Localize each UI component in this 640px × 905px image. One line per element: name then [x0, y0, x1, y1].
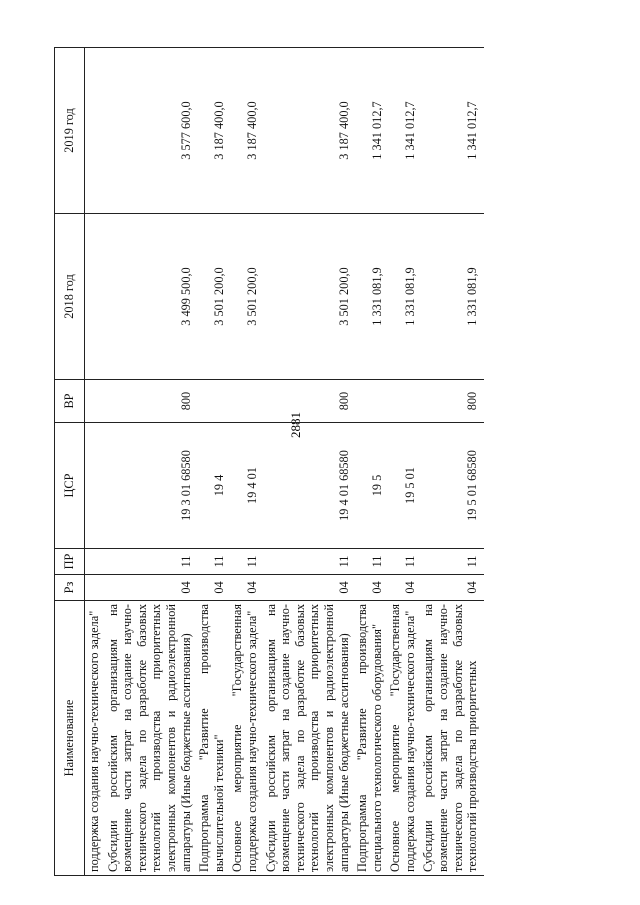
- table-row: [388, 48, 421, 876]
- row-pr: 11: [106, 549, 198, 575]
- table-row: [197, 48, 230, 876]
- row-csr: 19 4 01: [230, 423, 263, 549]
- row-2018: 3 501 200,0: [264, 214, 356, 380]
- row-rz: 04: [355, 575, 388, 601]
- row-name: Субсидии российским организациям на возмещение части затрат на создание научно-технического задела по разработке базовых технологий производства приоритетных электронных компонентов и радиоэлектронной аппаратуры (Иные бюджетные ассигнования): [264, 601, 356, 876]
- header-pr: ПР: [55, 549, 85, 575]
- row-name: Подпрограмма "Развитие производства специального технологического оборудования": [355, 601, 388, 876]
- row-2019: 1 341 012,7: [421, 48, 483, 214]
- row-2018: [85, 214, 106, 380]
- row-rz: 04: [264, 575, 356, 601]
- row-pr: 11: [230, 549, 263, 575]
- table-row: [355, 48, 388, 876]
- row-pr: 11: [264, 549, 356, 575]
- row-vr: [230, 380, 263, 423]
- row-2019: 1 341 012,7: [355, 48, 388, 214]
- budget-table: [54, 47, 484, 876]
- row-2018: 3 501 200,0: [230, 214, 263, 380]
- row-vr: [388, 380, 421, 423]
- row-2019: 3 577 600,0: [106, 48, 198, 214]
- row-rz: 04: [106, 575, 198, 601]
- row-pr: 11: [355, 549, 388, 575]
- row-csr: 19 3 01 68580: [106, 423, 198, 549]
- row-2018: 3 501 200,0: [197, 214, 230, 380]
- table-header-row: [55, 48, 85, 876]
- header-2018: 2018 год: [55, 214, 85, 380]
- row-vr: [197, 380, 230, 423]
- table-row: [230, 48, 263, 876]
- row-2019: 3 187 400,0: [197, 48, 230, 214]
- row-name: Подпрограмма "Развитие производства вычислительной техники": [197, 601, 230, 876]
- row-csr: 19 5 01 68580: [421, 423, 483, 549]
- header-rz: Рз: [55, 575, 85, 601]
- row-2019: 1 341 012,7: [388, 48, 421, 214]
- header-vr: ВР: [55, 380, 85, 423]
- row-vr: 800: [106, 380, 198, 423]
- page-number: 2881: [288, 412, 303, 438]
- row-csr: [85, 423, 106, 549]
- row-2019: [85, 48, 106, 214]
- row-vr: 800: [264, 380, 356, 423]
- header-name: Наименование: [55, 601, 85, 876]
- row-name: Основное мероприятие "Государственная поддержка создания научно-технического задела": [230, 601, 263, 876]
- rotated-budget-table-page: [54, 48, 609, 876]
- row-pr: 11: [197, 549, 230, 575]
- row-csr: 19 4: [197, 423, 230, 549]
- row-name: Субсидии российским организациям на возмещение части затрат на создание научно-технического задела по разработке базовых технологий производства приоритетных электронных компонентов и радиоэлектронной аппаратуры (Иные бюджетные ассигнования): [106, 601, 198, 876]
- table-row: [421, 48, 483, 876]
- row-name: Основное мероприятие "Государственная поддержка создания научно-технического задела": [388, 601, 421, 876]
- row-2018: 1 331 081,9: [355, 214, 388, 380]
- header-csr: ЦСР: [55, 423, 85, 549]
- table-row: [264, 48, 356, 876]
- row-2019: 3 187 400,0: [230, 48, 263, 214]
- row-2018: 1 331 081,9: [421, 214, 483, 380]
- row-vr: [355, 380, 388, 423]
- row-2018: 3 499 500,0: [106, 214, 198, 380]
- row-rz: [85, 575, 106, 601]
- table-row: [106, 48, 198, 876]
- row-pr: [85, 549, 106, 575]
- row-pr: 11: [388, 549, 421, 575]
- row-rz: 04: [197, 575, 230, 601]
- row-name: поддержка создания научно-технического задела": [85, 601, 106, 876]
- row-pr: 11: [421, 549, 483, 575]
- row-2018: 1 331 081,9: [388, 214, 421, 380]
- row-csr: 19 4 01 68580: [264, 423, 356, 549]
- table-row: [85, 48, 106, 876]
- row-csr: 19 5 01: [388, 423, 421, 549]
- row-rz: 04: [388, 575, 421, 601]
- header-2019: 2019 год: [55, 48, 85, 214]
- row-2019: 3 187 400,0: [264, 48, 356, 214]
- row-vr: [85, 380, 106, 423]
- row-vr: 800: [421, 380, 483, 423]
- row-name: Субсидии российским организациям на возмещение части затрат на создание научно-технического задела по разработке базовых технологий производства приоритетных: [421, 601, 483, 876]
- row-rz: 04: [230, 575, 263, 601]
- row-csr: 19 5: [355, 423, 388, 549]
- row-rz: 04: [421, 575, 483, 601]
